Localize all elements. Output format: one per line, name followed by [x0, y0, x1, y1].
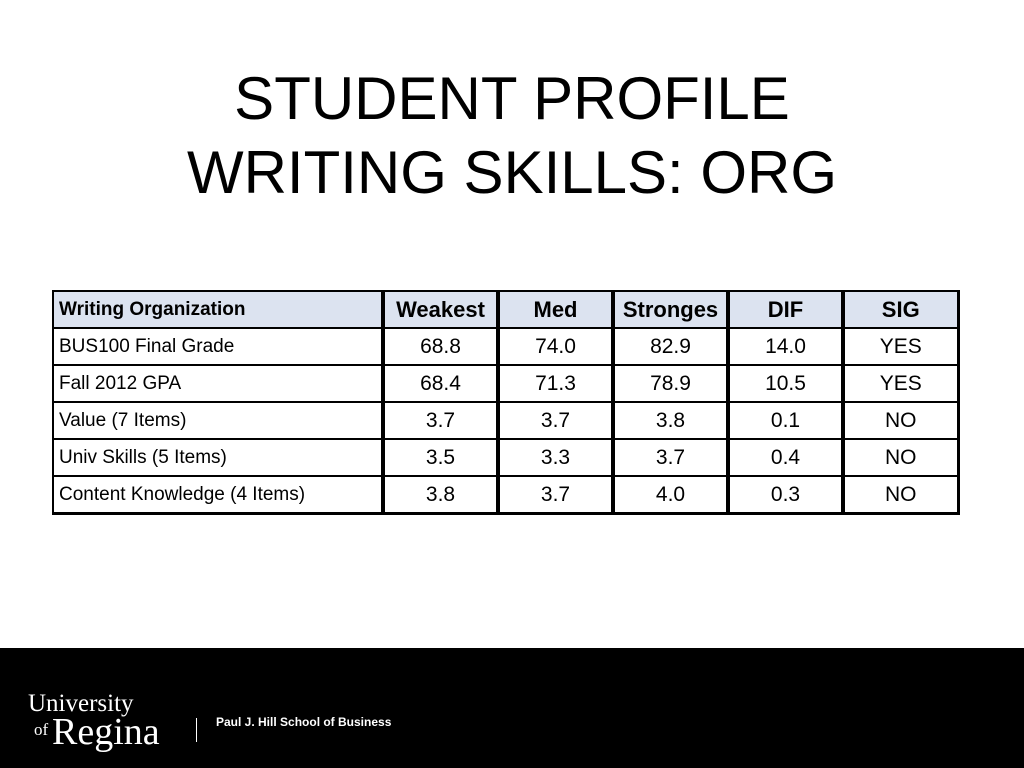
title-line-1: STUDENT PROFILE: [234, 65, 790, 132]
cell-med: 71.3: [498, 365, 613, 402]
logo-regina-text: Regina: [52, 711, 160, 753]
header-dif: DIF: [728, 291, 843, 328]
school-name: Paul J. Hill School of Business: [216, 715, 392, 729]
cell-weakest: 3.8: [383, 476, 498, 514]
row-label: Content Knowledge (4 Items): [53, 476, 383, 514]
writing-organization-table: [52, 290, 960, 515]
table-row: [53, 365, 958, 402]
cell-med: 3.3: [498, 439, 613, 476]
header-weakest: Weakest: [383, 291, 498, 328]
cell-dif: 0.1: [728, 402, 843, 439]
header-strongest: Stronges: [613, 291, 728, 328]
table-row: [53, 476, 958, 514]
cell-sig: YES: [843, 328, 958, 365]
logo-of-text: of: [34, 720, 49, 739]
row-label: Value (7 Items): [53, 402, 383, 439]
cell-med: 74.0: [498, 328, 613, 365]
table-header-row: [53, 291, 958, 328]
cell-strongest: 78.9: [613, 365, 728, 402]
footer-divider: [196, 718, 197, 742]
cell-strongest: 3.8: [613, 402, 728, 439]
logo-university-text: University: [28, 690, 134, 717]
cell-sig: NO: [843, 476, 958, 514]
cell-strongest: 3.7: [613, 439, 728, 476]
table-row: [53, 439, 958, 476]
header-writing-organization: Writing Organization: [53, 291, 383, 328]
cell-sig: NO: [843, 402, 958, 439]
slide-title: [0, 62, 1024, 210]
cell-dif: 0.4: [728, 439, 843, 476]
row-label: BUS100 Final Grade: [53, 328, 383, 365]
table-row: [53, 402, 958, 439]
cell-dif: 0.3: [728, 476, 843, 514]
cell-med: 3.7: [498, 402, 613, 439]
row-label: Univ Skills (5 Items): [53, 439, 383, 476]
cell-weakest: 68.8: [383, 328, 498, 365]
cell-weakest: 68.4: [383, 365, 498, 402]
header-sig: SIG: [843, 291, 958, 328]
cell-dif: 10.5: [728, 365, 843, 402]
header-med: Med: [498, 291, 613, 328]
footer-bar: [0, 648, 1024, 768]
cell-med: 3.7: [498, 476, 613, 514]
cell-sig: YES: [843, 365, 958, 402]
row-label: Fall 2012 GPA: [53, 365, 383, 402]
table-row: [53, 328, 958, 365]
cell-sig: NO: [843, 439, 958, 476]
cell-strongest: 82.9: [613, 328, 728, 365]
cell-weakest: 3.5: [383, 439, 498, 476]
cell-weakest: 3.7: [383, 402, 498, 439]
title-line-2: WRITING SKILLS: ORG: [186, 139, 838, 206]
cell-dif: 14.0: [728, 328, 843, 365]
cell-strongest: 4.0: [613, 476, 728, 514]
